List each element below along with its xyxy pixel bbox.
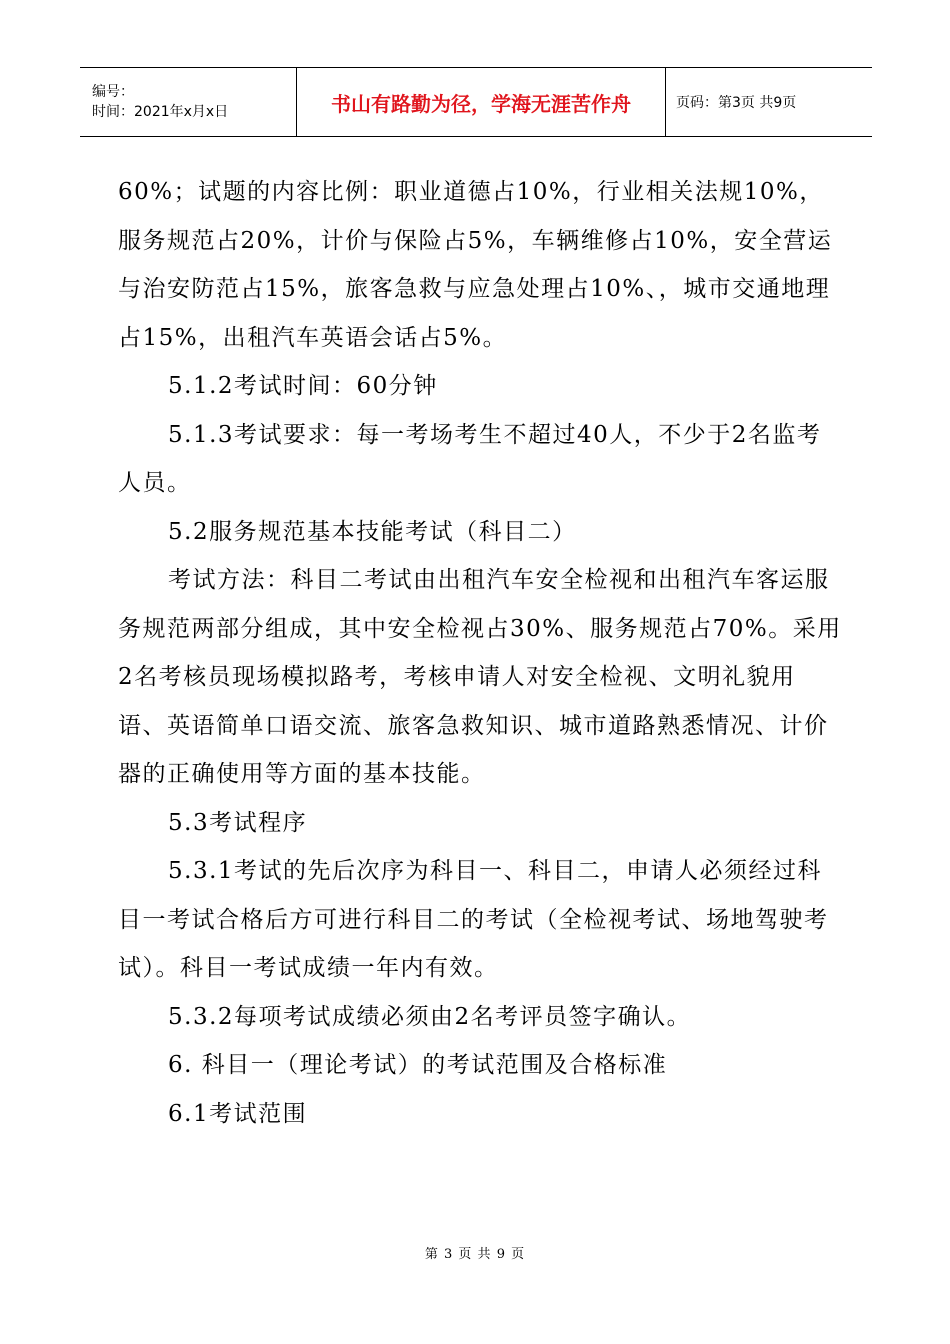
section-heading: 5.3考试程序 xyxy=(168,809,308,836)
paragraph: 5.1.2考试时间：60分钟 xyxy=(168,373,438,399)
number-label: 编号： xyxy=(92,84,134,100)
header-meta xyxy=(80,68,297,137)
paragraph: 60%；试题的内容比例：职业道德占10%，行业相关法规10%，服务规范占20%，计价与保险占5%，车辆维修占10%，安全营运与治安防范占15%，旅客急救与应急处理占10%、，城市交通地理占15%，出租汽车英语会话占5%。 xyxy=(118,179,833,351)
paragraph: 5.3.2每项考试成绩必须由2名考评员签字确认。 xyxy=(168,1003,692,1030)
paragraph: 考试方法：科目二考试由出租汽车安全检视和出租汽车客运服务规范两部分组成，其中安全检视占30%、服务规范占70%。采用2名考核员现场模拟路考，考核申请人对安全检视、文明礼貌用语、英语简单口语交流、旅客急救知识、城市道路熟悉情况、计价器的正确使用等方面的基本技能。 xyxy=(118,567,842,787)
paragraph: 5.3.1考试的先后次序为科目一、科目二，申请人必须经过科目一考试合格后方可进行科目二的考试（全检视考试、场地驾驶考试）。科目一考试成绩一年内有效。 xyxy=(118,858,829,981)
document-header xyxy=(80,67,872,137)
section-heading: 5.2服务规范基本技能考试（科目二） xyxy=(168,518,577,545)
section-heading: 6.1考试范围 xyxy=(168,1100,308,1127)
paragraph: 5.1.3考试要求：每一考场考生不超过40人，不少于2名监考人员。 xyxy=(118,421,822,496)
document-body xyxy=(118,168,844,1138)
section-heading: 6. 科目一（理论考试）的考试范围及合格标准 xyxy=(168,1052,668,1078)
header-page-info: 页码：第3页 共9页 xyxy=(666,68,873,137)
time-label: 时间：2021年x月x日 xyxy=(92,104,229,120)
header-motto: 书山有路勤为径，学海无涯苦作舟 xyxy=(297,68,666,137)
page-footer: 第 3 页 共 9 页 xyxy=(424,1247,526,1262)
